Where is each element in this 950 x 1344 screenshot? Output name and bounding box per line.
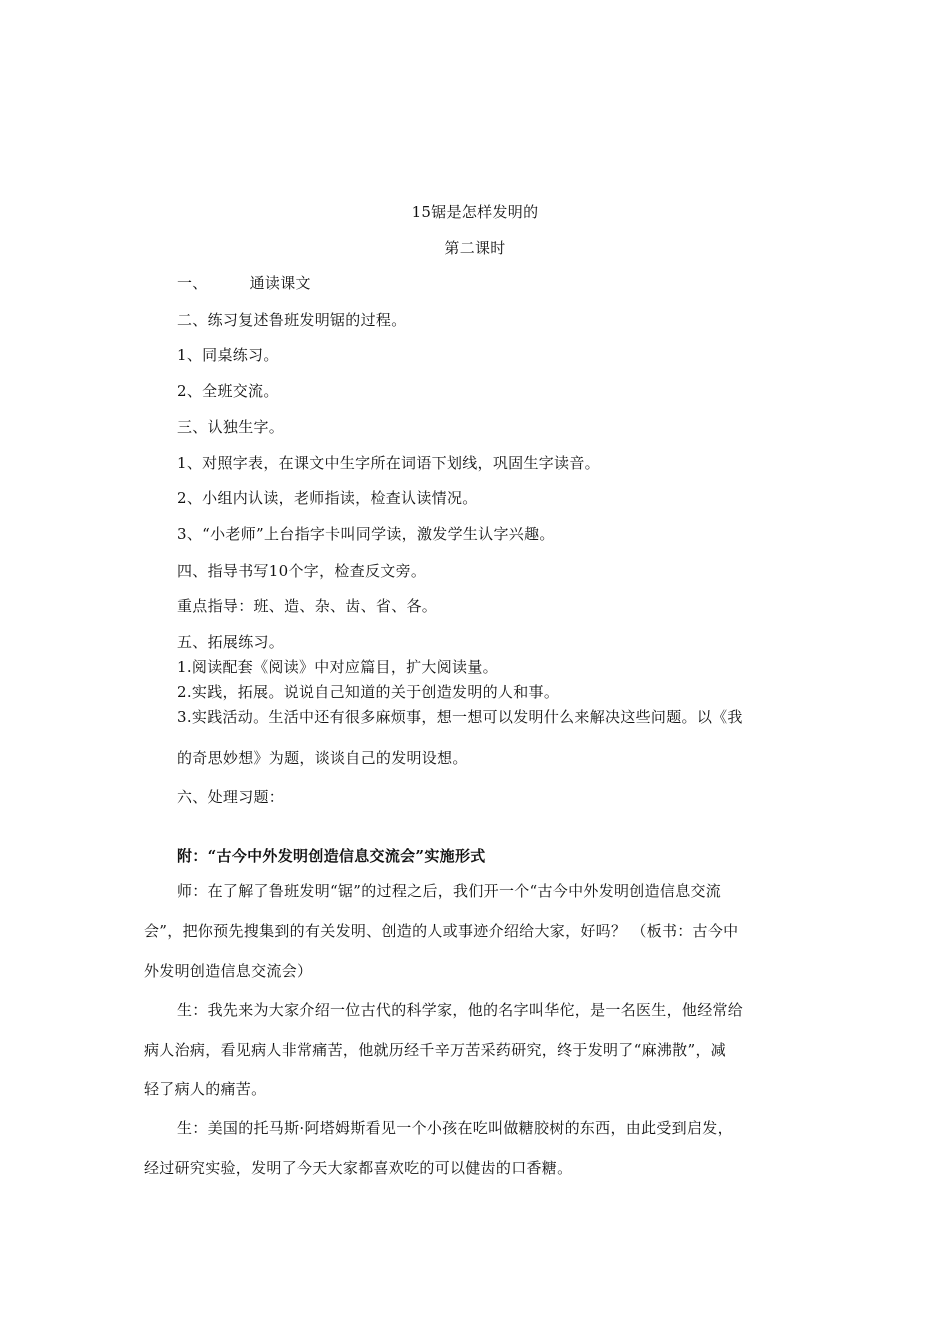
- appendix-heading: 附：“古今中外发明创造信息交流会”实施形式: [177, 847, 486, 865]
- section-1-number: 一、: [177, 274, 208, 292]
- section-4-heading: 四、指导书写10个字，检查反文旁。: [177, 562, 427, 580]
- section-3-item-1: 1、对照字表，在课文中生字所在词语下划线，巩固生字读音。: [177, 454, 600, 472]
- section-2-item-2: 2、全班交流。: [177, 382, 279, 400]
- section-5-heading: 五、拓展练习。: [177, 633, 285, 651]
- section-2-item-1: 1、同桌练习。: [177, 346, 279, 364]
- appendix-paragraph-3-line-1: 生：美国的托马斯·阿塔姆斯看见一个小孩在吃叫做糖胶树的东西，由此受到启发，: [177, 1119, 733, 1137]
- appendix-paragraph-1-line-3: 外发明创造信息交流会）: [144, 962, 313, 980]
- section-3-item-3: 3、“小老师”上台指字卡叫同学读，激发学生认字兴趣。: [177, 525, 555, 543]
- document-subtitle: 第二课时: [444, 239, 506, 257]
- appendix-paragraph-2-line-1: 生：我先来为大家介绍一位古代的科学家，他的名字叫华佗，是一名医生，他经常给: [177, 1001, 744, 1019]
- appendix-paragraph-3-line-2: 经过研究实验，发明了今天大家都喜欢吃的可以健齿的口香糖。: [144, 1159, 573, 1177]
- section-5-item-2: 2.实践，拓展。说说自己知道的关于创造发明的人和事。: [177, 683, 560, 701]
- document-title: 15锯是怎样发明的: [411, 203, 539, 221]
- section-1: [177, 273, 311, 293]
- section-2-heading: 二、练习复述鲁班发明锯的过程。: [177, 311, 407, 329]
- section-6-heading: 六、处理习题：: [177, 788, 285, 806]
- appendix-paragraph-1-line-2: 会”，把你预先搜集到的有关发明、创造的人或事迹介绍给大家，好吗？ （板书：古今中: [144, 922, 739, 940]
- section-3-item-2: 2、小组内认读，老师指读，检查认读情况。: [177, 489, 478, 507]
- appendix-paragraph-2-line-3: 轻了病人的痛苦。: [144, 1080, 267, 1098]
- section-1-text: 通读课文: [249, 274, 311, 292]
- section-5-item-3-line-2: 的奇思妙想》为题，谈谈自己的发明设想。: [177, 749, 468, 767]
- section-5-item-1: 1.阅读配套《阅读》中对应篇目，扩大阅读量。: [177, 658, 498, 676]
- appendix-paragraph-1-line-1: 师：在了解了鲁班发明“锯”的过程之后，我们开一个“古今中外发明创造信息交流: [177, 882, 722, 900]
- section-5-item-3-line-1: 3.实践活动。生活中还有很多麻烦事，想一想可以发明什么来解决这些问题。以《我: [177, 708, 743, 726]
- section-4-key-points: 重点指导：班、造、杂、齿、省、各。: [177, 597, 438, 615]
- section-3-heading: 三、认独生字。: [177, 418, 285, 436]
- appendix-paragraph-2-line-2: 病人治病，看见病人非常痛苦，他就历经千辛万苦采药研究，终于发明了“麻沸散”，减: [144, 1041, 727, 1059]
